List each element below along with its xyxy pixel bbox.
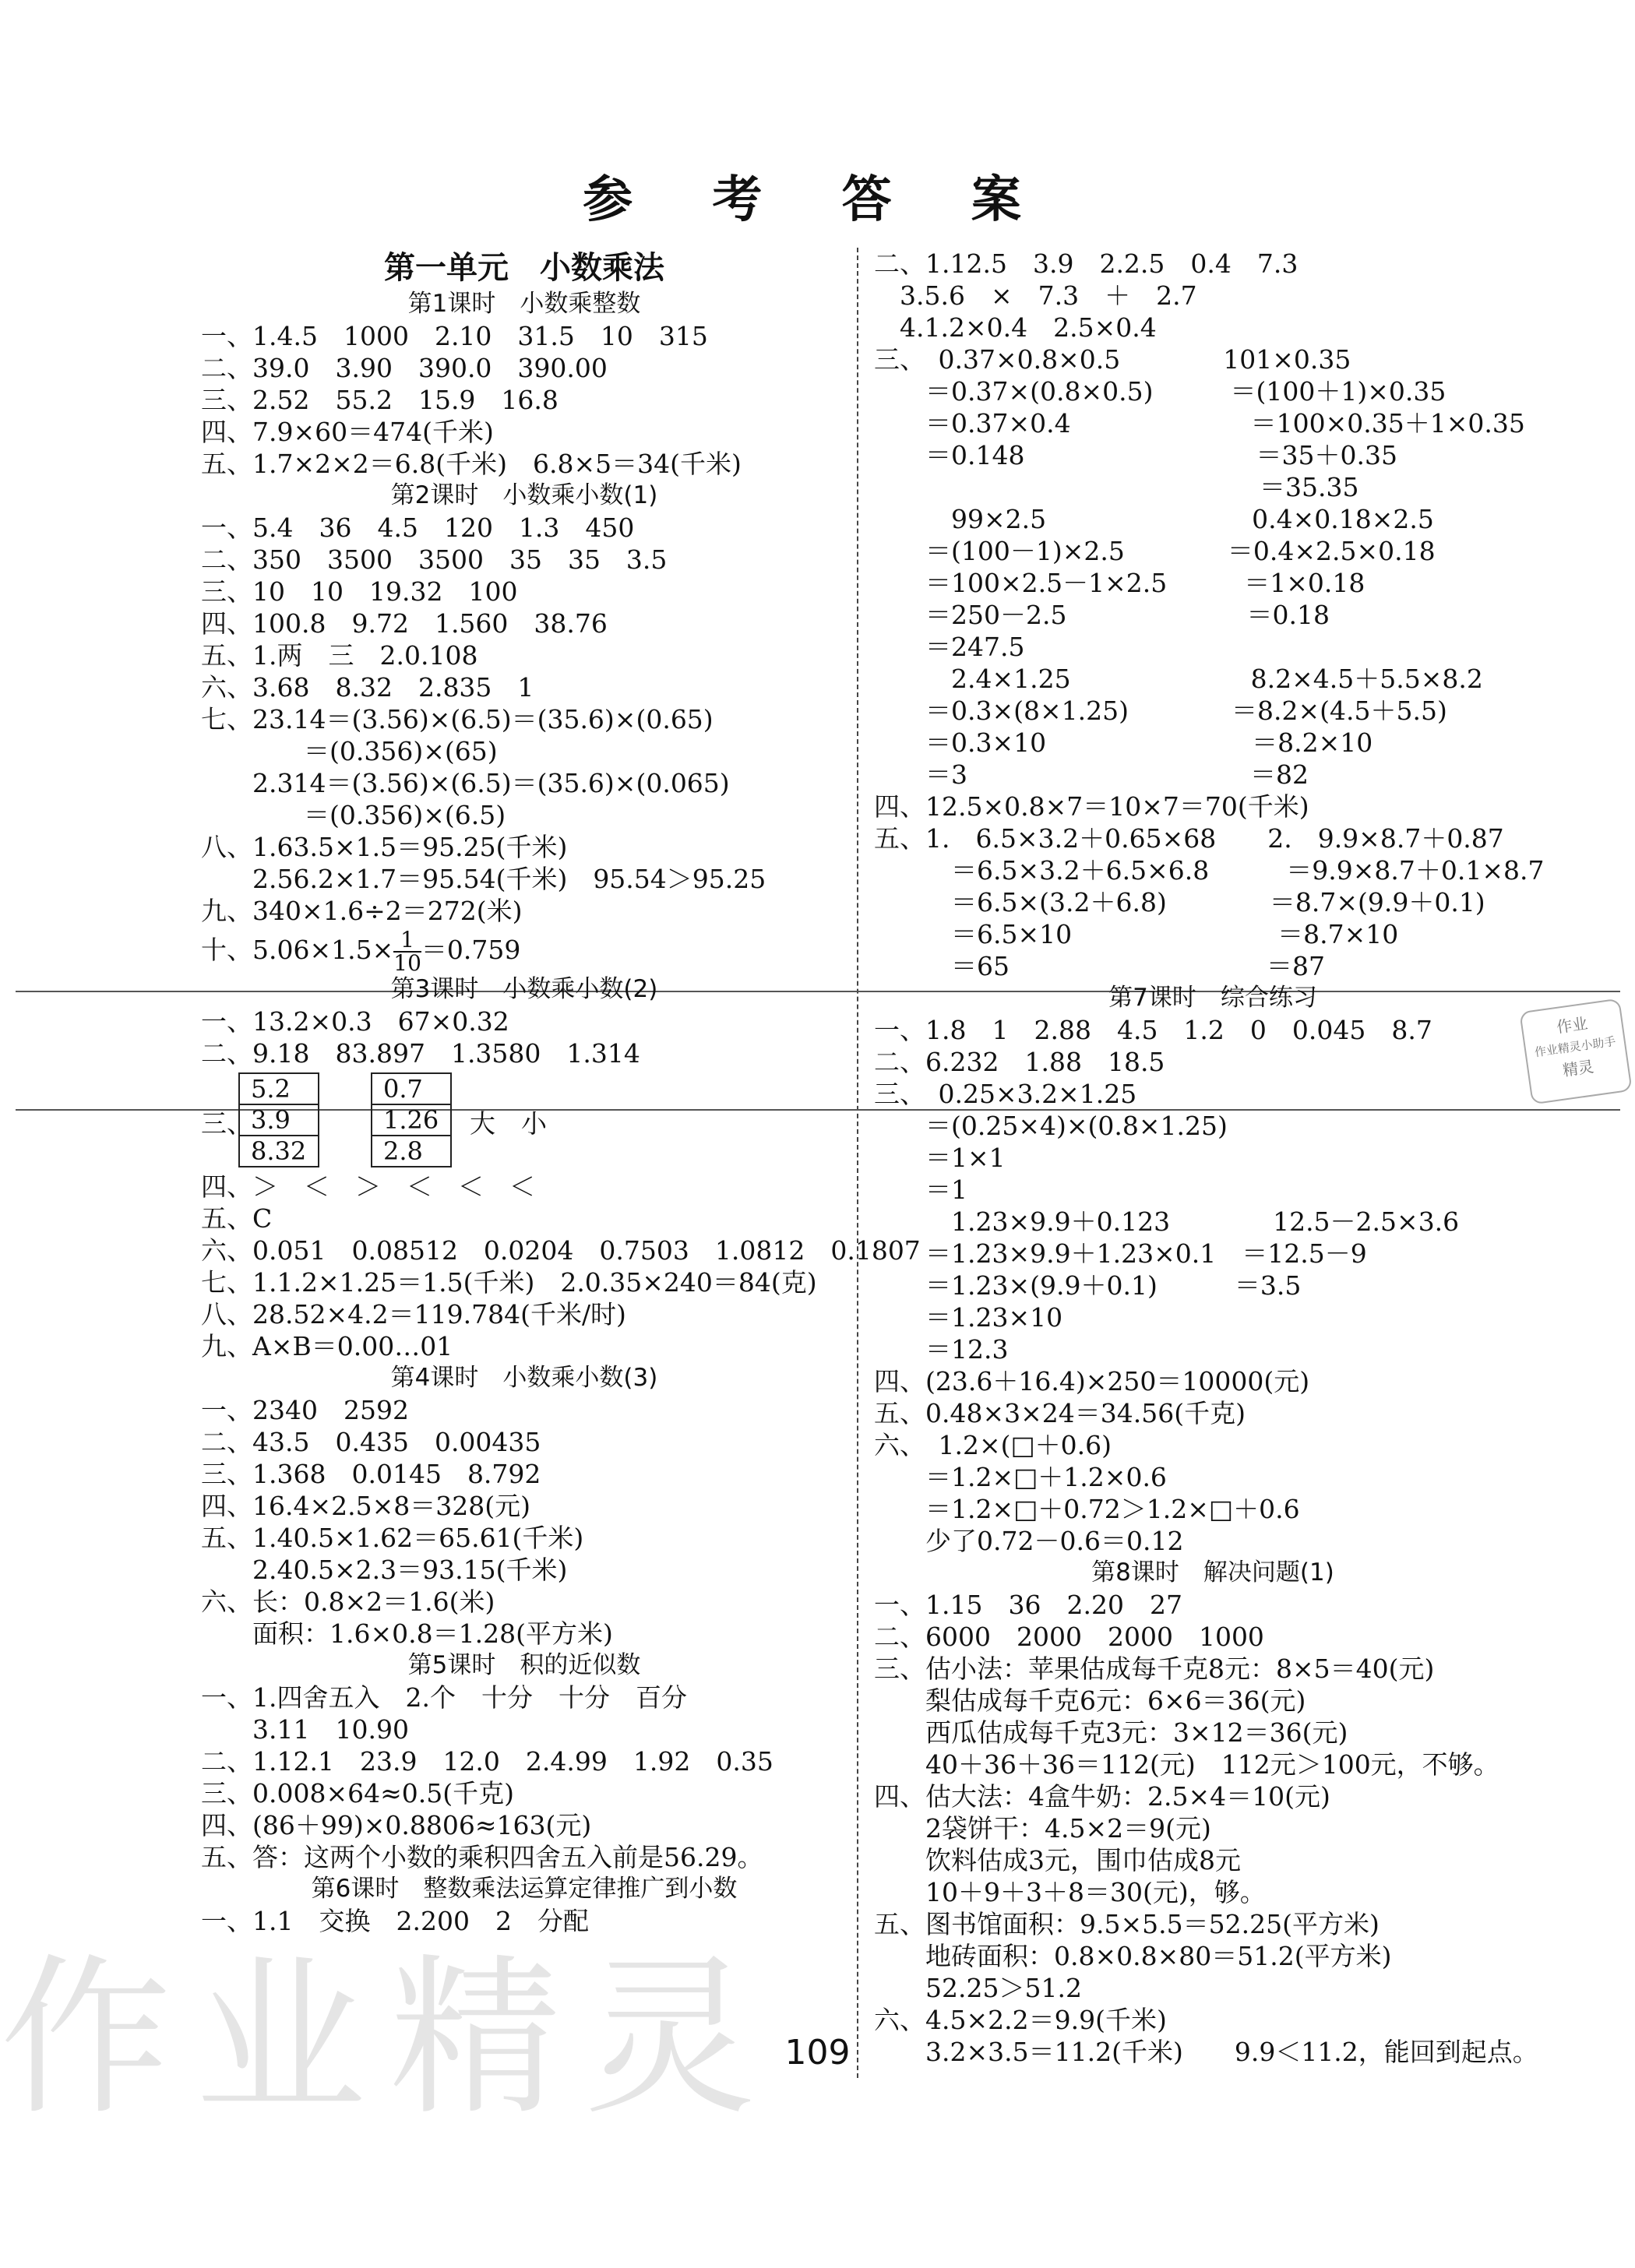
answer-line: 面积：1.6×0.8＝1.28(平方米) [201, 1618, 613, 1649]
answer-line: 一、5.4 36 4.5 120 1.3 450 [201, 512, 635, 543]
lesson-heading: 第3课时 小数乘小数(2) [390, 975, 658, 1003]
lesson-heading: 第8课时 解决问题(1) [1091, 1558, 1334, 1587]
fraction-suffix: ＝0.759 [421, 935, 521, 965]
answer-line: 四、7.9×60＝474(千米) [201, 417, 494, 447]
answer-line: 40＋36＋36＝112(元) 112元＞100元，不够。 [874, 1749, 1499, 1780]
answer-line: 2袋饼干：4.5×2＝9(元) [874, 1813, 1211, 1844]
page-number: 109 [784, 2033, 851, 2073]
unit-heading: 第一单元 小数乘法 [384, 250, 664, 286]
answer-line: 3.2×3.5＝11.2(千米) 9.9＜11.2，能回到起点。 [874, 2037, 1538, 2067]
answer-line: ＝247.5 [874, 632, 1025, 662]
answer-line: ＝250－2.5 ＝0.18 [874, 600, 1330, 630]
answer-line: ＝6.5×10 ＝8.7×10 [874, 919, 1399, 949]
answer-line: 五、图书馆面积：9.5×5.5＝52.25(平方米) [874, 1909, 1380, 1939]
page-title: 参 考 答 案 [583, 171, 1052, 229]
answer-line: ＝(100－1)×2.5 ＝0.4×2.5×0.18 [874, 536, 1436, 566]
answer-line: 四、估大法：4盒牛奶：2.5×4＝10(元) [874, 1781, 1330, 1812]
answer-line: 六、0.051 0.08512 0.0204 0.7503 1.0812 0.1807 [201, 1235, 921, 1266]
answer-line: 五、C [201, 1203, 273, 1234]
right-column [874, 248, 1552, 2068]
answer-line: 三、0.008×64≈0.5(千克) [201, 1778, 514, 1808]
answer-line: 六、长：0.8×2＝1.6(米) [201, 1587, 495, 1617]
answer-line: 4.1.2×0.4 2.5×0.4 [874, 312, 1157, 343]
answer-line: 四、(86＋99)×0.8806≈163(元) [201, 1810, 592, 1840]
answer-line: 五、1.两 三 2.0.108 [201, 640, 478, 671]
answer-line: 一、1.15 36 2.20 27 [874, 1590, 1182, 1620]
answer-line: ＝1 [874, 1174, 967, 1205]
lesson-heading: 第1课时 小数乘整数 [407, 290, 641, 318]
answer-line: ＝12.3 [874, 1334, 1009, 1365]
answer-line: 2.56.2×1.7＝95.54(千米) 95.54＞95.25 [201, 864, 766, 894]
answer-line: 八、28.52×4.2＝119.784(千米/时) [201, 1299, 626, 1329]
answer-line: ＝1.23×9.9＋1.23×0.1 ＝12.5－9 [874, 1238, 1367, 1269]
answer-line: ＝0.3×(8×1.25) ＝8.2×(4.5＋5.5) [874, 696, 1447, 726]
answer-line: 一、1.四舍五入 2.个 十分 十分 百分 [201, 1682, 687, 1713]
left-column [201, 248, 921, 1937]
answer-line: 四、16.4×2.5×8＝328(元) [201, 1491, 530, 1521]
answer-line: 二、43.5 0.435 0.00435 [201, 1427, 541, 1457]
answer-line: 四、100.8 9.72 1.560 38.76 [201, 608, 608, 639]
answer-line: ＝3 ＝82 [874, 759, 1309, 790]
answer-line: 52.25＞51.2 [874, 1973, 1082, 2003]
watermark-text: 作业精灵 [0, 1939, 780, 2138]
number-box [371, 1072, 452, 1167]
answer-line: 三、10 10 19.32 100 [201, 576, 518, 607]
answer-line: ＝1.2×□＋1.2×0.6 [874, 1462, 1167, 1492]
answer-line: ＝0.37×(0.8×0.5) ＝(100＋1)×0.35 [874, 376, 1446, 407]
answer-line: ＝65 ＝87 [874, 951, 1325, 981]
answer-line: 九、A×B＝0.00…01 [201, 1331, 453, 1361]
answer-line: ＝6.5×(3.2＋6.8) ＝8.7×(9.9＋0.1) [874, 887, 1485, 917]
answer-line: 六、3.68 8.32 2.835 1 [201, 672, 534, 703]
answer-line: 10＋9＋3＋8＝30(元)，够。 [874, 1877, 1266, 1907]
answer-line: 西瓜估成每千克3元：3×12＝36(元) [874, 1717, 1348, 1748]
answer-line: 地砖面积：0.8×0.8×80＝51.2(平方米) [874, 1941, 1392, 1971]
answer-line: 九、340×1.6÷2＝272(米) [201, 896, 523, 926]
answer-line: 五、1. 6.5×3.2＋0.65×68 2. 9.9×8.7＋0.87 [874, 823, 1504, 854]
fraction-numerator: 1 [393, 929, 421, 953]
answer-line: ＝1×1 [874, 1143, 1006, 1173]
answer-line: 一、1.1 交换 2.200 2 分配 [201, 1906, 589, 1936]
answer-line: 二、9.18 83.897 1.3580 1.314 [201, 1038, 640, 1069]
answer-line: 二、39.0 3.90 390.0 390.00 [201, 353, 608, 383]
box-cell: 1.26 [372, 1105, 450, 1136]
answer-line: ＝1.23×(9.9＋0.1) ＝3.5 [874, 1270, 1302, 1301]
answer-line: ＝6.5×3.2＋6.5×6.8 ＝9.9×8.7＋0.1×8.7 [874, 855, 1545, 886]
box-cell: 0.7 [372, 1074, 450, 1105]
number-box [238, 1072, 319, 1167]
answer-line: 四、(23.6＋16.4)×250＝10000(元) [874, 1366, 1310, 1396]
number-boxes [201, 1069, 847, 1171]
answer-line: 五、1.40.5×1.62＝65.61(千米) [201, 1523, 584, 1553]
lesson-heading: 第5课时 积的近似数 [407, 1651, 641, 1679]
watermark-stamp: 作业 作业精灵小助手 精灵 [1519, 998, 1632, 1105]
lesson-heading: 第6课时 整数乘法运算定律推广到小数 [311, 1875, 738, 1903]
answer-line: 梨估成每千克6元：6×6＝36(元) [874, 1685, 1306, 1716]
answer-line: 一、1.4.5 1000 2.10 31.5 10 315 [201, 321, 708, 351]
answer-line: ＝35.35 [874, 472, 1359, 502]
answer-line: 少了0.72－0.6＝0.12 [874, 1526, 1184, 1556]
answer-line: 三、 0.25×3.2×1.25 [874, 1079, 1137, 1109]
fraction-prefix: 十、5.06×1.5× [201, 935, 394, 965]
answer-line: ＝(0.356)×(65) [201, 736, 498, 766]
boxes-label: 三、 [201, 1108, 252, 1139]
answer-line: 四、＞ ＜ ＞ ＜ ＜ ＜ [201, 1171, 535, 1202]
lesson-heading: 第4课时 小数乘小数(3) [390, 1364, 658, 1392]
answer-line: 七、1.1.2×1.25＝1.5(千米) 2.0.35×240＝84(克) [201, 1267, 817, 1298]
answer-line: 2.40.5×2.3＝93.15(千米) [201, 1555, 568, 1585]
box-cell: 8.32 [251, 1136, 307, 1166]
answer-line-fraction [201, 927, 847, 974]
answer-line: 七、23.14＝(3.56)×(6.5)＝(35.6)×(0.65) [201, 704, 714, 734]
answer-line: 一、1.8 1 2.88 4.5 1.2 0 0.045 8.7 [874, 1015, 1432, 1045]
answer-line: 2.314＝(3.56)×(6.5)＝(35.6)×(0.065) [201, 768, 730, 798]
answer-line: 三、2.52 55.2 15.9 16.8 [201, 385, 559, 415]
box-cell: 2.8 [383, 1136, 423, 1166]
answer-line: ＝1.2×□＋0.72＞1.2×□＋0.6 [874, 1494, 1300, 1524]
answer-line: 一、13.2×0.3 67×0.32 [201, 1006, 509, 1037]
answer-line: 2.4×1.25 8.2×4.5＋5.5×8.2 [874, 664, 1483, 694]
answer-line: ＝(0.356)×(6.5) [201, 800, 506, 830]
answer-line: 饮料估成3元，围巾估成8元 [874, 1845, 1241, 1875]
answer-line: ＝(0.25×4)×(0.8×1.25) [874, 1111, 1228, 1141]
fraction-denominator: 10 [393, 950, 421, 976]
answer-line: 三、 0.37×0.8×0.5 101×0.35 [874, 344, 1351, 375]
answer-line: ＝100×2.5－1×2.5 ＝1×0.18 [874, 568, 1365, 598]
answer-line: 六、4.5×2.2＝9.9(千米) [874, 2005, 1167, 2035]
box-cell: 3.9 [240, 1105, 318, 1136]
lesson-heading: 第7课时 综合练习 [1108, 984, 1317, 1012]
answer-line: 五、1.7×2×2＝6.8(千米) 6.8×5＝34(千米) [201, 449, 742, 479]
answer-line: ＝0.37×0.4 ＝100×0.35＋1×0.35 [874, 408, 1525, 438]
answer-line: 八、1.63.5×1.5＝95.25(千米) [201, 832, 568, 862]
answer-line: 三、估小法：苹果估成每千克8元：8×5＝40(元) [874, 1653, 1435, 1684]
answer-line: 3.11 10.90 [201, 1714, 409, 1745]
answer-line: 一、2340 2592 [201, 1395, 409, 1425]
answer-line: 三、1.368 0.0145 8.792 [201, 1459, 541, 1489]
column-divider [857, 248, 858, 2078]
box-cell: 5.2 [240, 1074, 318, 1105]
lesson-heading: 第2课时 小数乘小数(1) [390, 481, 658, 509]
answer-line: 3.5.6 × 7.3 ＋ 2.7 [874, 280, 1197, 311]
answer-line: 五、0.48×3×24＝34.56(千克) [874, 1398, 1246, 1428]
answer-line: ＝1.23×10 [874, 1302, 1063, 1333]
answer-line: 四、12.5×0.8×7＝10×7＝70(千米) [874, 791, 1309, 822]
answer-line: 二、1.12.5 3.9 2.2.5 0.4 7.3 [874, 248, 1298, 279]
answer-line: 1.23×9.9＋0.123 12.5－2.5×3.6 [874, 1206, 1460, 1237]
answer-line: 二、6000 2000 2000 1000 [874, 1622, 1264, 1652]
answer-line: 二、350 3500 3500 35 35 3.5 [201, 544, 668, 575]
answer-line: 六、 1.2×(□＋0.6) [874, 1430, 1112, 1460]
answer-line: ＝0.3×10 ＝8.2×10 [874, 727, 1373, 758]
answer-line: 99×2.5 0.4×0.18×2.5 [874, 504, 1434, 534]
boxes-answer: 大 小 [470, 1108, 547, 1139]
answer-line: 二、6.232 1.88 18.5 [874, 1047, 1165, 1077]
answer-line: 二、1.12.1 23.9 12.0 2.4.99 1.92 0.35 [201, 1746, 773, 1777]
answer-line: 五、答：这两个小数的乘积四舍五入前是56.29。 [201, 1842, 763, 1872]
answer-line: ＝0.148 ＝35＋0.35 [874, 440, 1397, 470]
fraction [393, 929, 421, 974]
